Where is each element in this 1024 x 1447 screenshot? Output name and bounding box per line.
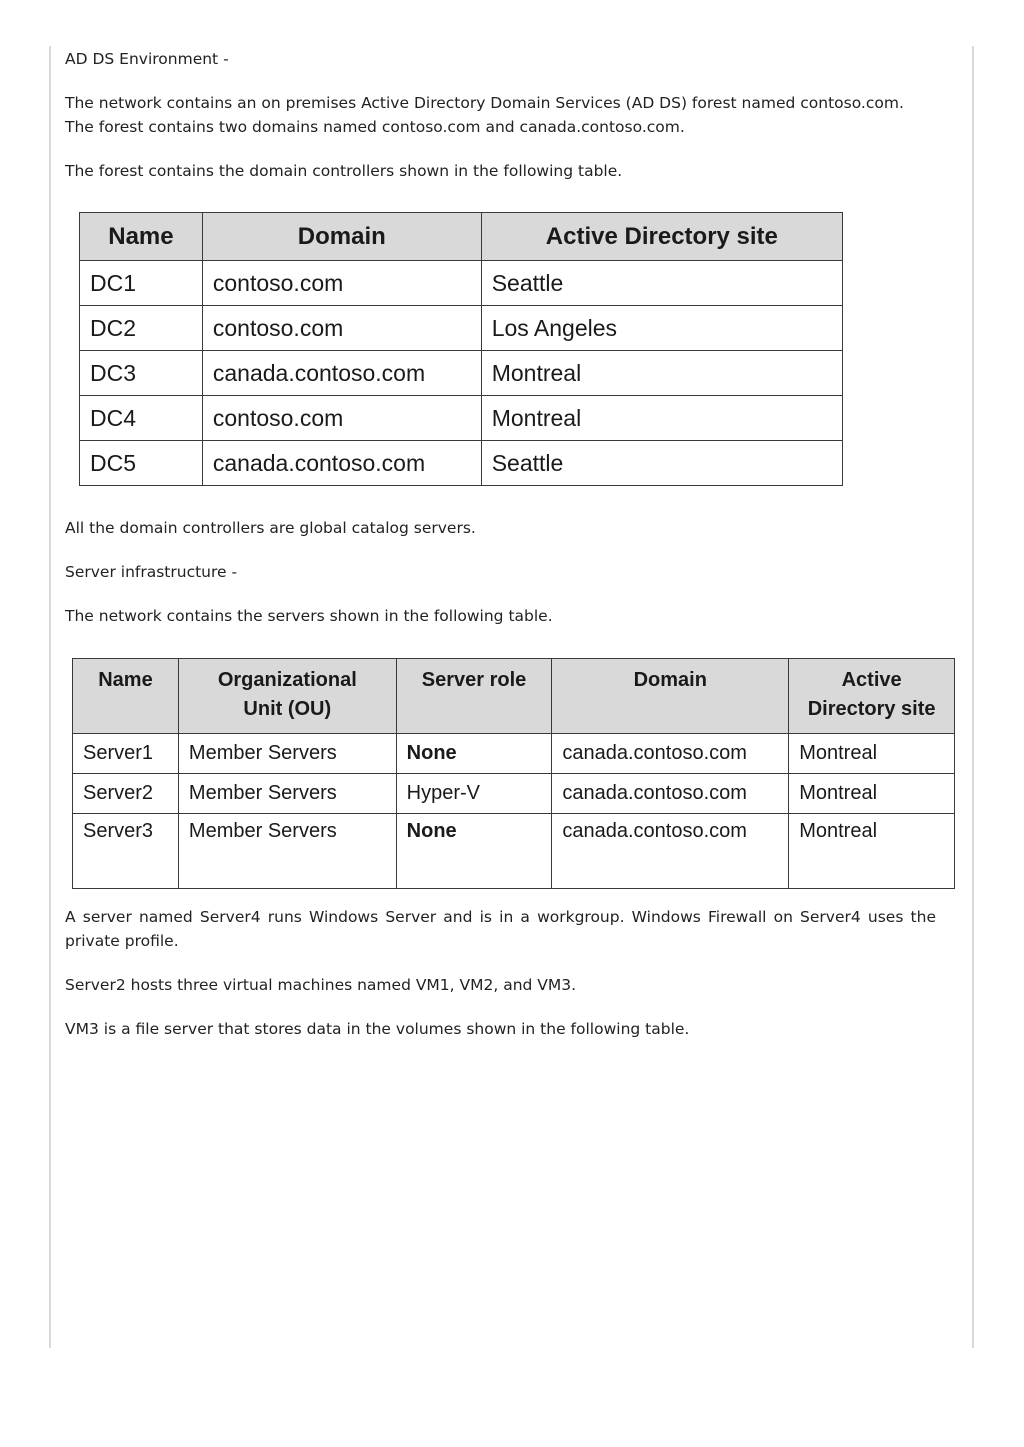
server-infrastructure-heading: Server infrastructure - bbox=[65, 563, 238, 581]
servers-table bbox=[72, 658, 955, 889]
dc-site-cell: Montreal bbox=[481, 396, 842, 441]
server-header-site bbox=[789, 659, 955, 734]
server-domain-cell: canada.contoso.com bbox=[552, 734, 789, 774]
dc-name-cell: DC5 bbox=[80, 441, 203, 486]
dc-site-cell: Los Angeles bbox=[481, 306, 842, 351]
server-header-site-line2: Directory site bbox=[807, 698, 936, 720]
ad-ds-heading: AD DS Environment - bbox=[65, 50, 229, 68]
server-domain-cell: canada.contoso.com bbox=[552, 774, 789, 814]
table-row bbox=[73, 734, 955, 774]
table-row bbox=[73, 814, 955, 889]
table-row bbox=[80, 396, 843, 441]
server-header-ou bbox=[178, 659, 396, 734]
server-table-header-row bbox=[73, 659, 955, 734]
domain-controllers-table bbox=[79, 212, 843, 486]
server-ou-cell: Member Servers bbox=[178, 774, 396, 814]
server-site-cell: Montreal bbox=[789, 774, 955, 814]
dc-name-cell: DC2 bbox=[80, 306, 203, 351]
server-site-cell: Montreal bbox=[789, 734, 955, 774]
dc-domain-cell: contoso.com bbox=[202, 306, 481, 351]
server-header-name bbox=[73, 659, 179, 734]
server-header-name-text: Name bbox=[98, 669, 153, 691]
dc-site-cell: Seattle bbox=[481, 261, 842, 306]
vm-paragraph: Server2 hosts three virtual machines named VM1, VM2, and VM3. bbox=[65, 976, 577, 994]
dc-table-header-row bbox=[80, 213, 843, 261]
table-row bbox=[80, 306, 843, 351]
dc-site-cell: Montreal bbox=[481, 351, 842, 396]
server4-paragraph: A server named Server4 runs Windows Server and is in a workgroup. Windows Firewall on Server4 uses the private profile. bbox=[65, 908, 936, 950]
dc-name-cell: DC1 bbox=[80, 261, 203, 306]
server-ou-cell: Member Servers bbox=[178, 734, 396, 774]
server-header-domain-text: Domain bbox=[633, 669, 707, 691]
dc-domain-cell: contoso.com bbox=[202, 396, 481, 441]
forest-paragraph-line1: The network contains an on premises Active Directory Domain Services (AD DS) forest named contoso.com. bbox=[65, 94, 904, 112]
dc-header-domain: Domain bbox=[202, 213, 481, 261]
server-role-cell: None bbox=[396, 814, 552, 889]
right-margin-rule bbox=[972, 46, 974, 1348]
server-header-domain bbox=[552, 659, 789, 734]
server-name-cell: Server2 bbox=[73, 774, 179, 814]
left-margin-rule bbox=[49, 46, 51, 1348]
server-site-cell: Montreal bbox=[789, 814, 955, 889]
dc-domain-cell: canada.contoso.com bbox=[202, 441, 481, 486]
server-ou-cell: Member Servers bbox=[178, 814, 396, 889]
forest-paragraph-line2: The forest contains two domains named contoso.com and canada.contoso.com. bbox=[65, 118, 685, 136]
dc-domain-cell: contoso.com bbox=[202, 261, 481, 306]
table-row bbox=[80, 351, 843, 396]
dc-site-cell: Seattle bbox=[481, 441, 842, 486]
server-role-cell: Hyper-V bbox=[396, 774, 552, 814]
dc-domain-cell: canada.contoso.com bbox=[202, 351, 481, 396]
server-header-role bbox=[396, 659, 552, 734]
server-table-intro: The network contains the servers shown in the following table. bbox=[65, 607, 553, 625]
forest-paragraph bbox=[65, 91, 940, 139]
server-header-ou-line2: Unit (OU) bbox=[243, 698, 332, 720]
server-role-cell: None bbox=[396, 734, 552, 774]
server-header-role-text: Server role bbox=[421, 669, 527, 691]
table-row bbox=[73, 774, 955, 814]
dc-name-cell: DC4 bbox=[80, 396, 203, 441]
dc-table-intro: The forest contains the domain controllers shown in the following table. bbox=[65, 162, 623, 180]
server-name-cell: Server3 bbox=[73, 814, 179, 889]
table-row bbox=[80, 441, 843, 486]
vm3-paragraph: VM3 is a file server that stores data in the volumes shown in the following table. bbox=[65, 1020, 690, 1038]
dc-header-name: Name bbox=[80, 213, 203, 261]
global-catalog-note: All the domain controllers are global catalog servers. bbox=[65, 519, 476, 537]
server-name-cell: Server1 bbox=[73, 734, 179, 774]
server-domain-cell: canada.contoso.com bbox=[552, 814, 789, 889]
dc-header-site: Active Directory site bbox=[481, 213, 842, 261]
dc-name-cell: DC3 bbox=[80, 351, 203, 396]
table-row bbox=[80, 261, 843, 306]
server-header-ou-line1: Organizational bbox=[217, 669, 357, 691]
server-header-site-line1: Active bbox=[841, 669, 902, 691]
